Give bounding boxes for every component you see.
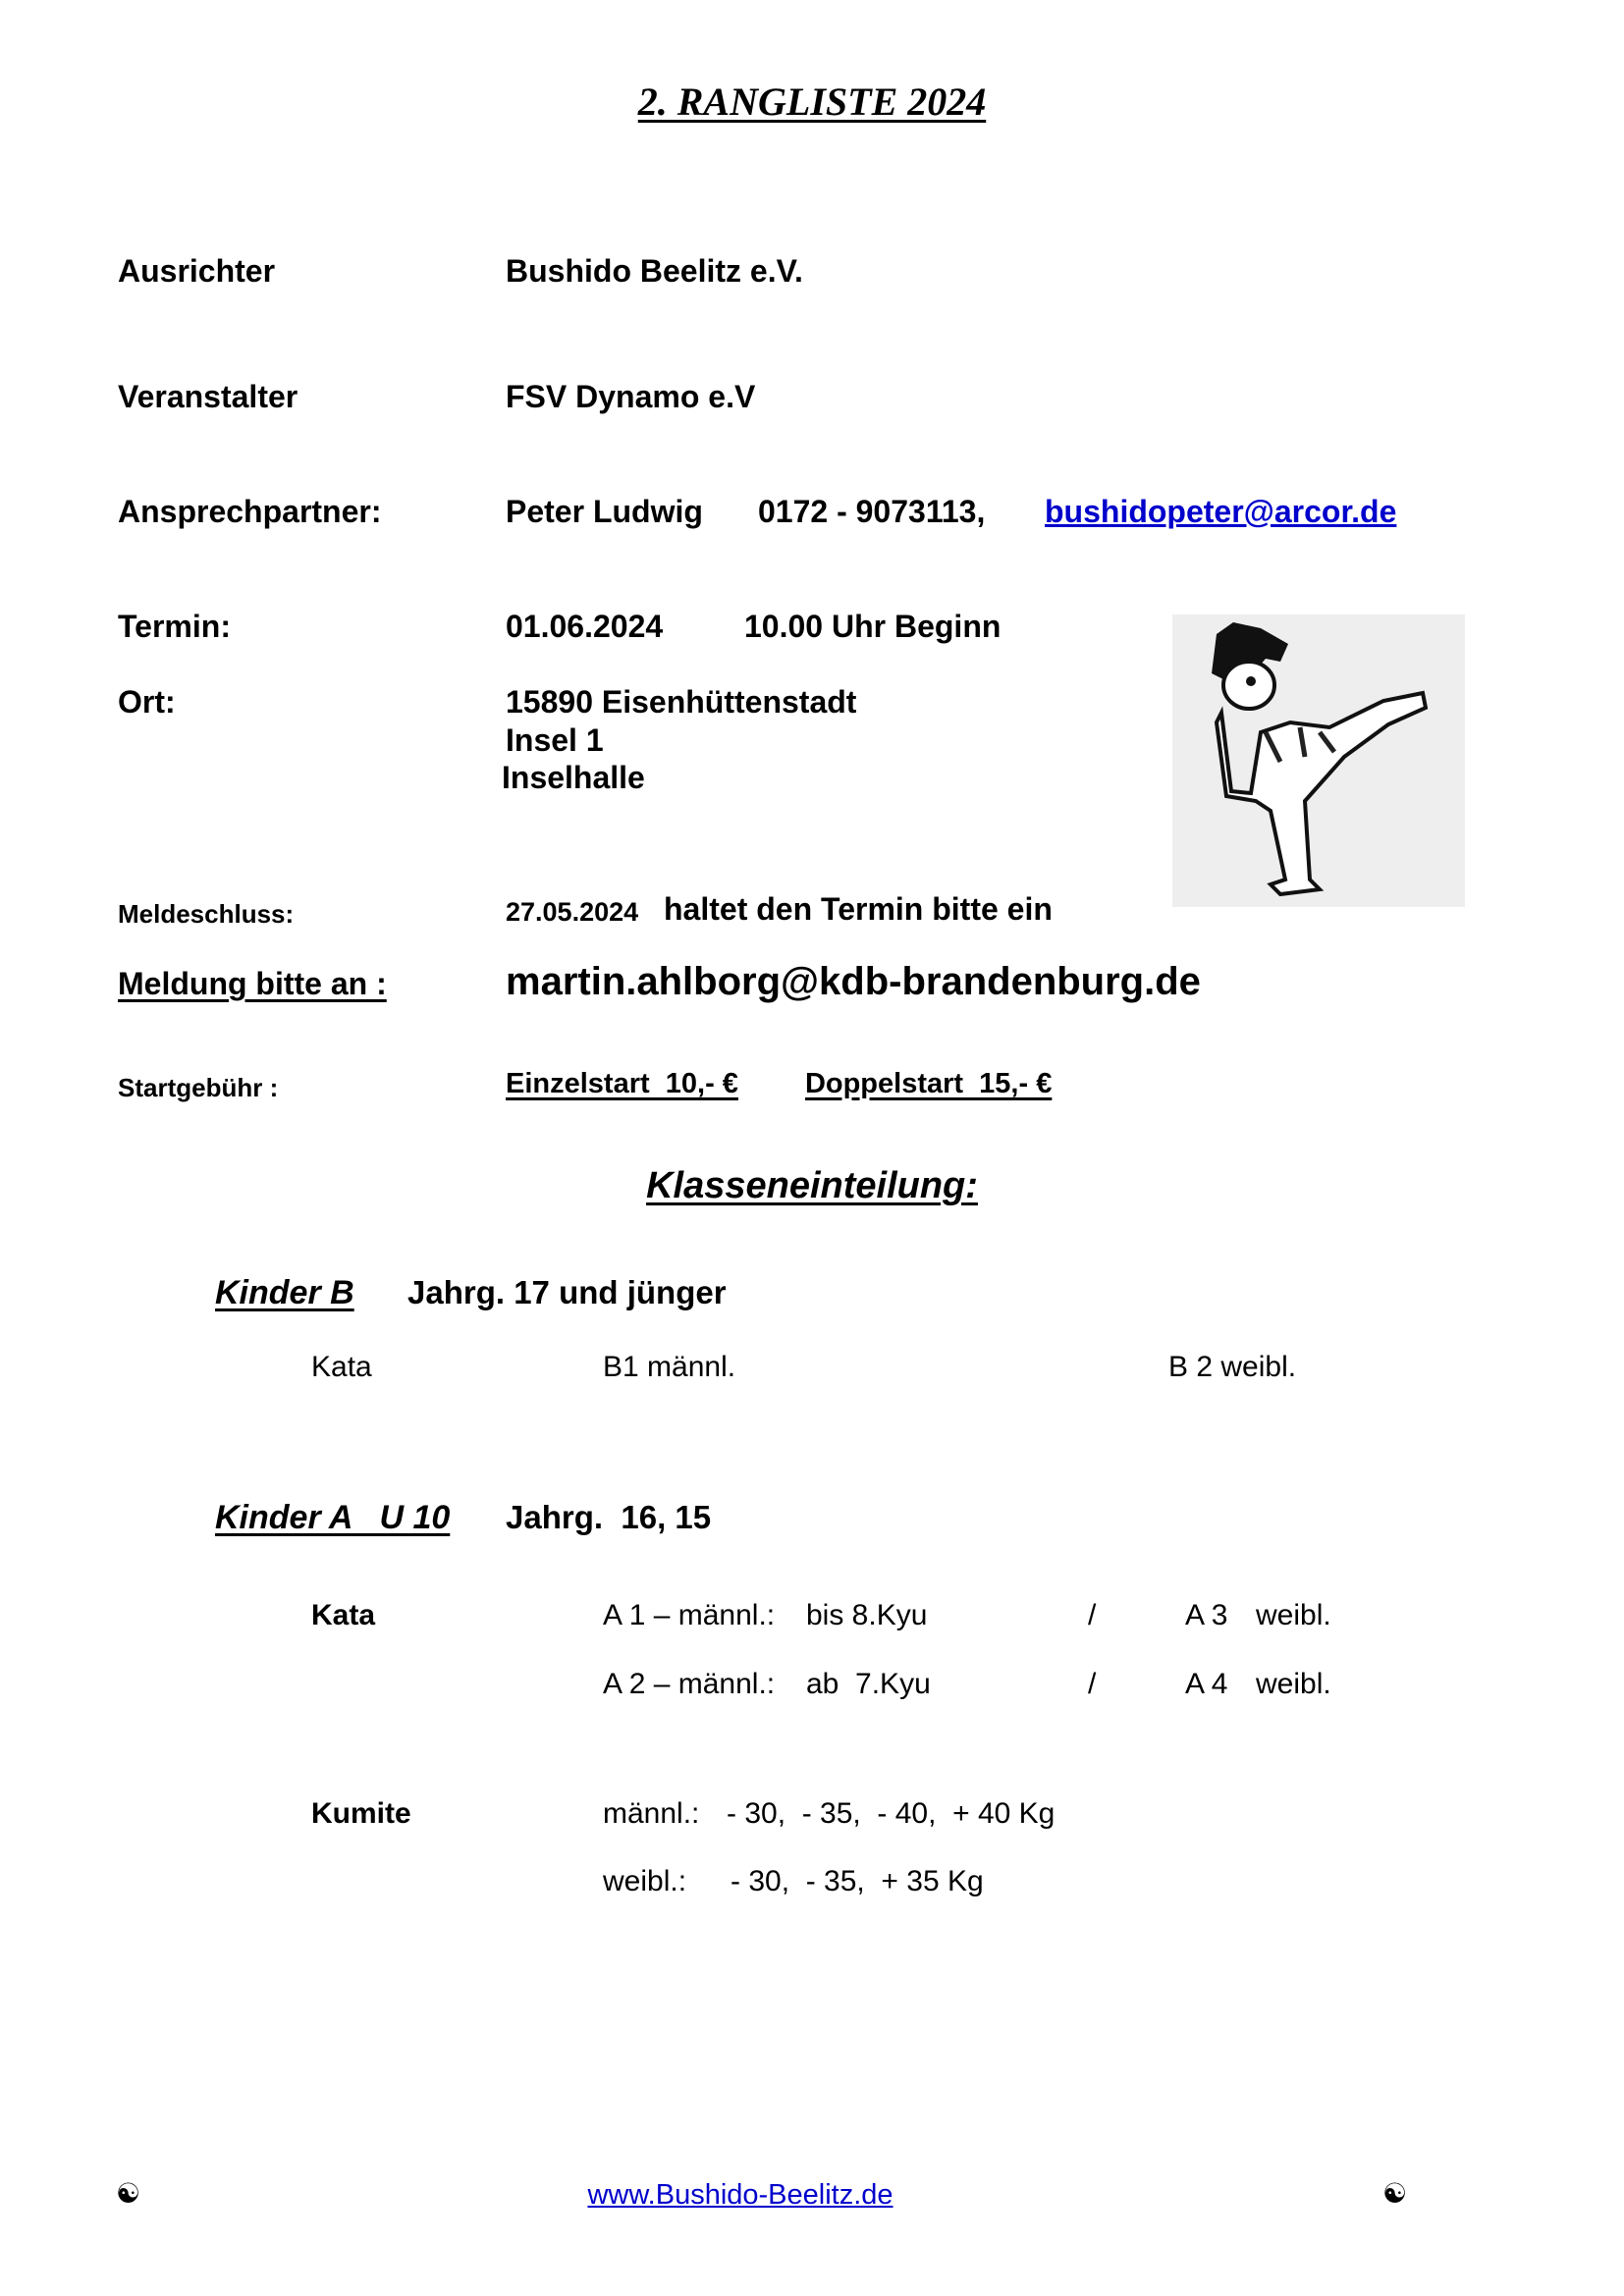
yin-yang-icon: ☯	[116, 2178, 141, 2209]
kinder-a-kata-label: Kata	[311, 1599, 376, 1631]
doppelstart-fee: Doppelstart 15,- €	[804, 1068, 1053, 1099]
kata-row-2-female-code: A 4	[1185, 1668, 1228, 1700]
kata-row-2-sep: /	[1088, 1668, 1097, 1700]
footer-link-wrap	[0, 2179, 1481, 2212]
kata-row-1-female-code: A 3	[1185, 1599, 1228, 1631]
kinder-b-kata-label: Kata	[311, 1351, 372, 1383]
startgebuehr-values	[496, 1068, 1052, 1100]
kumite-male-classes: - 30, - 35, - 40, + 40 Kg	[727, 1797, 1056, 1830]
website-link[interactable]: www.Bushido-Beelitz.de	[587, 2179, 893, 2211]
veranstalter-value: FSV Dynamo e.V	[506, 379, 756, 414]
kumite-female-label: weibl.:	[603, 1865, 687, 1897]
contact-email-link[interactable]: bushidopeter@arcor.de	[1045, 494, 1397, 529]
meldung-label: Meldung bitte an :	[118, 966, 387, 1001]
yin-yang-icon: ☯	[1382, 2178, 1408, 2209]
einzelstart-fee: Einzelstart 10,- €	[506, 1068, 738, 1099]
kata-row-1-female: weibl.	[1256, 1599, 1331, 1631]
termin-date: 01.06.2024	[506, 609, 664, 644]
kumite-female-classes: - 30, - 35, + 35 Kg	[731, 1865, 984, 1897]
kinder-b-female: B 2 weibl.	[1168, 1351, 1297, 1383]
kata-row-1-male: A 1 – männl.:	[603, 1599, 776, 1631]
meldung-email[interactable]: martin.ahlborg@kdb-brandenburg.de	[506, 960, 1201, 1003]
karate-kid-kick-icon	[1172, 614, 1465, 907]
ort-label: Ort:	[118, 684, 176, 720]
kata-row-1-kyu: bis 8.Kyu	[806, 1599, 928, 1631]
kata-row-2-kyu: ab 7.Kyu	[806, 1668, 931, 1700]
kata-row-2-male: A 2 – männl.:	[603, 1668, 776, 1700]
meldeschluss-date: 27.05.2024	[506, 897, 639, 927]
ort-line3: Inselhalle	[502, 760, 645, 795]
kumite-male-label: männl.:	[603, 1797, 700, 1830]
startgebuehr-label: Startgebühr :	[118, 1073, 279, 1102]
page-title: 2. RANGLISTE 2024	[637, 80, 987, 124]
ansprechpartner-label: Ansprechpartner:	[118, 494, 382, 529]
ort-line1: 15890 Eisenhüttenstadt	[506, 684, 857, 720]
meldeschluss-label: Meldeschluss:	[118, 899, 295, 929]
contact-phone: 0172 - 9073113,	[758, 494, 986, 529]
meldeschluss-note: haltet den Termin bitte ein	[664, 891, 1053, 927]
kinder-a-jahrgang: Jahrg. 16, 15	[506, 1499, 712, 1535]
veranstalter-label: Veranstalter	[118, 379, 298, 414]
termin-time: 10.00 Uhr Beginn	[744, 609, 1001, 644]
kata-row-1-sep: /	[1088, 1599, 1097, 1631]
kinder-b-jahrgang: Jahrg. 17 und jünger	[407, 1274, 727, 1310]
ausrichter-value: Bushido Beelitz e.V.	[506, 253, 803, 289]
kumite-label: Kumite	[311, 1797, 411, 1830]
section-title: Klasseneinteilung:	[646, 1165, 978, 1206]
contact-name: Peter Ludwig	[506, 494, 703, 529]
ort-line2: Insel 1	[506, 722, 604, 758]
termin-label: Termin:	[118, 609, 231, 644]
kata-row-2-female: weibl.	[1256, 1668, 1331, 1700]
kinder-b-heading: Kinder B	[215, 1274, 354, 1311]
kinder-b-male: B1 männl.	[603, 1351, 736, 1383]
section-title-wrap	[0, 1165, 1624, 1207]
kinder-a-heading: Kinder A U 10	[215, 1499, 451, 1536]
ausrichter-label: Ausrichter	[118, 253, 276, 289]
